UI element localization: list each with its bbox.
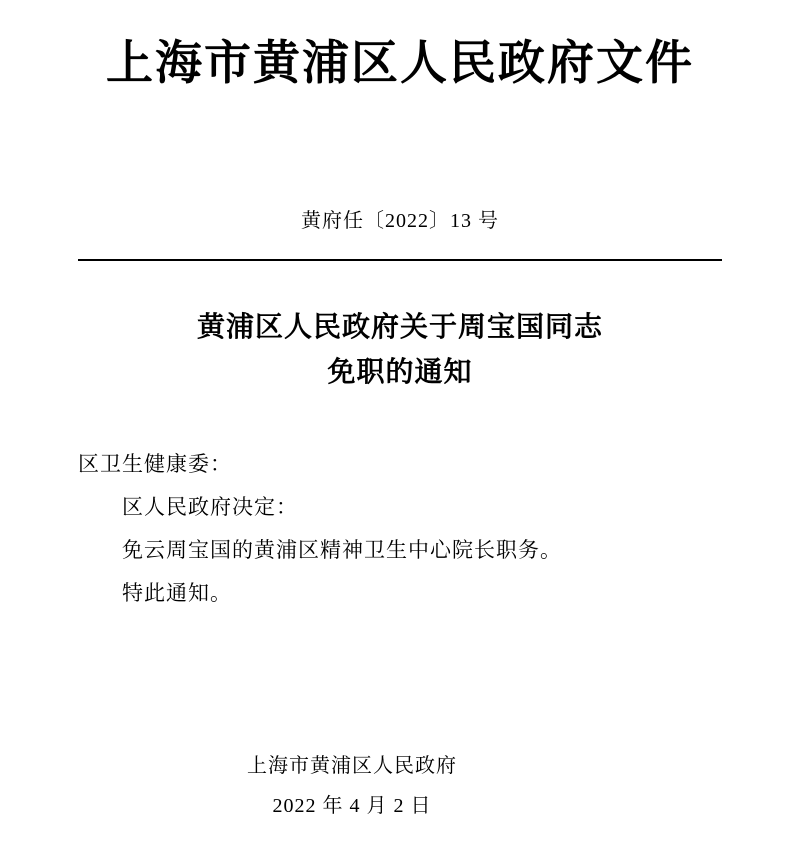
signature-date: 2022 年 4 月 2 日 <box>272 795 432 817</box>
body-addressee: 区卫生健康委： <box>78 451 232 476</box>
document-masthead: 上海市黄浦区人民政府文件 <box>106 36 694 91</box>
signature-issuer: 上海市黄浦区人民政府 <box>247 755 457 777</box>
body-paragraph-3: 特此通知。 <box>122 581 232 606</box>
document-title-line-1: 黄浦区人民政府关于周宝国同志 <box>196 310 603 344</box>
document-body <box>0 443 800 615</box>
body-paragraph-2: 免云周宝国的黄浦区精神卫生中心院长职务。 <box>122 538 562 563</box>
document-title <box>0 305 800 395</box>
signature-block <box>0 746 800 826</box>
header-divider-rule <box>78 259 722 261</box>
document-page <box>0 36 800 844</box>
document-number: 黄府任〔2022〕13 号 <box>301 210 499 233</box>
body-paragraph-1: 区人民政府决定： <box>122 495 298 520</box>
document-title-line-2: 免职的通知 <box>327 355 473 389</box>
